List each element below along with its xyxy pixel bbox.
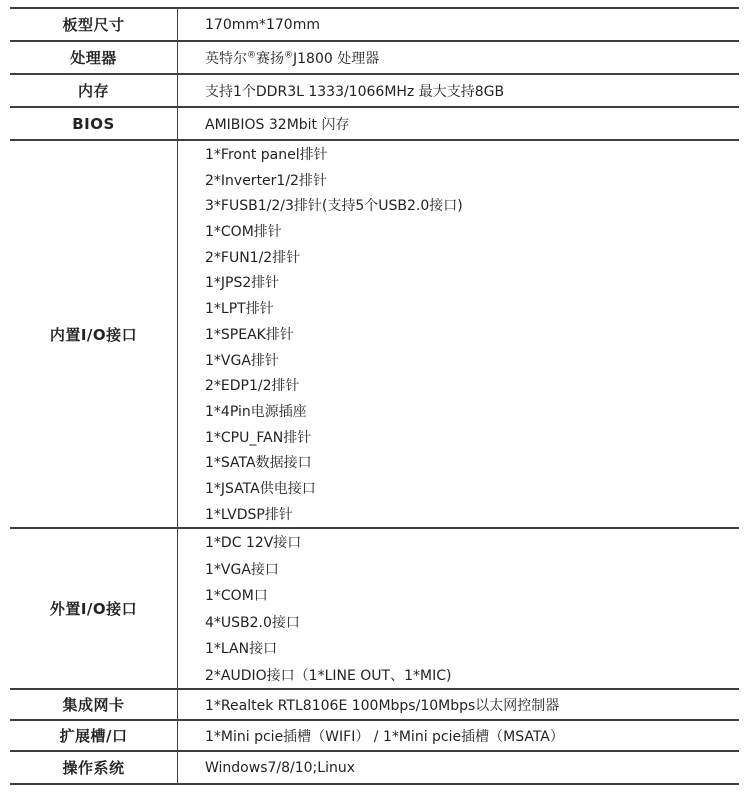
row-lan-controller: [10, 688, 739, 719]
value-text: 1*Realtek RTL8106E 100Mbps/10Mbps以太网控制器: [205, 697, 560, 714]
value-text: 1*Mini pcie插槽（WIFI） / 1*Mini pcie插槽（MSATA）: [205, 728, 564, 745]
row-value-external-io: [178, 529, 739, 688]
row-label-operating-system: 操作系统: [10, 752, 178, 783]
value-text: 支持1个DDR3L 1333/1066MHz 最大支持8GB: [205, 83, 505, 100]
row-label-external-io: 外置I/O接口: [10, 529, 178, 688]
value-text: 170mm*170mm: [205, 16, 320, 33]
registered-mark: ®: [284, 49, 293, 60]
internal-io-list: [205, 141, 739, 527]
list-item: 1*LPT排针: [205, 301, 274, 318]
row-value-internal-io: [178, 141, 739, 527]
list-item: 1*VGA接口: [205, 561, 279, 578]
list-item: 1*4Pin电源插座: [205, 404, 307, 421]
list-item: 1*Front panel排针: [205, 146, 328, 163]
list-item: 1*JPS2排针: [205, 275, 280, 292]
processor-model: J1800 处理器: [293, 50, 380, 67]
registered-mark: ®: [247, 49, 256, 60]
row-processor: [10, 40, 739, 73]
row-board-size: [10, 9, 739, 40]
list-item: 2*Inverter1/2排针: [205, 172, 327, 189]
value-text: Windows7/8/10;Linux: [205, 759, 355, 776]
value-text: AMIBIOS 32Mbit 闪存: [205, 116, 350, 133]
list-item: 3*FUSB1/2/3排针(支持5个USB2.0接口): [205, 198, 463, 215]
row-value-operating-system: [178, 752, 739, 783]
value-text: [205, 48, 739, 68]
list-item: 2*AUDIO接口（1*LINE OUT、1*MIC): [205, 667, 452, 684]
row-label-processor: 处理器: [10, 42, 178, 73]
list-item: 1*COM口: [205, 588, 268, 605]
row-label-board-size: 板型尺寸: [10, 9, 178, 40]
processor-brand: 英特尔: [205, 50, 247, 67]
list-item: 1*COM排针: [205, 224, 282, 241]
row-memory: [10, 73, 739, 106]
list-item: 1*CPU_FAN排针: [205, 429, 312, 446]
list-item: 1*LAN接口: [205, 641, 278, 658]
row-label-bios: BIOS: [10, 108, 178, 139]
row-value-memory: [178, 75, 739, 106]
spec-table: [10, 7, 739, 785]
row-value-expansion-slots: [178, 721, 739, 750]
row-value-processor: [178, 42, 739, 73]
list-item: 1*LVDSP排针: [205, 506, 293, 523]
list-item: 1*SPEAK排针: [205, 326, 294, 343]
row-expansion-slots: [10, 719, 739, 750]
row-bios: [10, 106, 739, 139]
row-operating-system: [10, 750, 739, 783]
row-label-lan-controller: 集成网卡: [10, 690, 178, 719]
processor-family: 赛扬: [256, 50, 284, 67]
external-io-list: [205, 529, 739, 688]
list-item: 1*VGA排针: [205, 352, 279, 369]
row-value-bios: [178, 108, 739, 139]
row-label-expansion-slots: 扩展槽/口: [10, 721, 178, 750]
list-item: 2*EDP1/2排针: [205, 378, 300, 395]
list-item: 1*JSATA供电接口: [205, 481, 316, 498]
row-label-internal-io: 内置I/O接口: [10, 141, 178, 527]
row-internal-io: [10, 139, 739, 527]
row-external-io: [10, 527, 739, 688]
list-item: 1*SATA数据接口: [205, 455, 312, 472]
list-item: 1*DC 12V接口: [205, 535, 302, 552]
list-item: 4*USB2.0接口: [205, 614, 300, 631]
row-label-memory: 内存: [10, 75, 178, 106]
row-value-lan-controller: [178, 690, 739, 719]
list-item: 2*FUN1/2排针: [205, 249, 301, 266]
row-value-board-size: [178, 9, 739, 40]
